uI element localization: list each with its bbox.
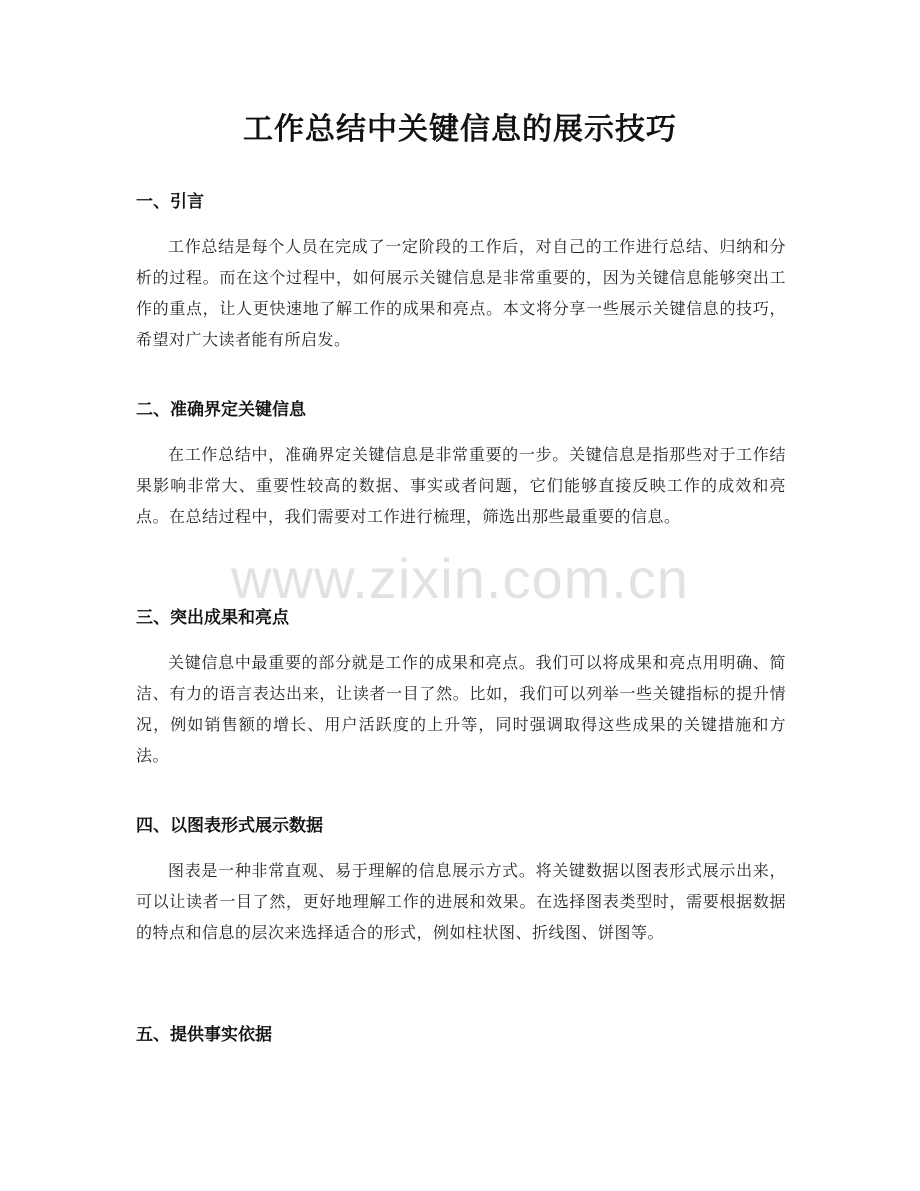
- section-paragraph: 关键信息中最重要的部分就是工作的成果和亮点。我们可以将成果和亮点用明确、简洁、有力的语言表达出来，让读者一目了然。比如，我们可以列举一些关键指标的提升情况，例如销售额的增长、用户活跃度的上升等，同时强调取得这些成果的关键措施和方法。: [136, 653, 786, 765]
- section-heading: 四、以图表形式展示数据: [136, 816, 323, 836]
- section-heading: 二、准确界定关键信息: [136, 400, 306, 420]
- section-chart-display: [136, 814, 786, 948]
- section-define-key-info: [136, 398, 786, 532]
- section-heading: 一、引言: [136, 192, 204, 212]
- section-provide-evidence: [136, 1023, 786, 1047]
- section-heading: 五、提供事实依据: [136, 1025, 272, 1045]
- section-paragraph: 在工作总结中，准确界定关键信息是非常重要的一步。关键信息是指那些对于工作结果影响非常大、重要性较高的数据、事实或者问题，它们能够直接反映工作的成效和亮点。在总结过程中，我们需要对工作进行梳理，筛选出那些最重要的信息。: [136, 445, 786, 526]
- watermark: www.zixin.com.cn: [231, 547, 689, 610]
- document-title: 工作总结中关键信息的展示技巧: [243, 112, 677, 147]
- section-paragraph: 工作总结是每个人员在完成了一定阶段的工作后，对自己的工作进行总结、归纳和分析的过程。而在这个过程中，如何展示关键信息是非常重要的，因为关键信息能够突出工作的重点，让人更快速地了解工作的成果和亮点。本文将分享一些展示关键信息的技巧，希望对广大读者能有所启发。: [136, 237, 786, 349]
- section-paragraph: 图表是一种非常直观、易于理解的信息展示方式。将关键数据以图表形式展示出来，可以让读者一目了然，更好地理解工作的进展和效果。在选择图表类型时，需要根据数据的特点和信息的层次来选择适合的形式，例如柱状图、折线图、饼图等。: [136, 861, 786, 942]
- section-heading: 三、突出成果和亮点: [136, 608, 289, 628]
- section-highlight-results: [136, 606, 786, 771]
- section-introduction: [136, 190, 786, 355]
